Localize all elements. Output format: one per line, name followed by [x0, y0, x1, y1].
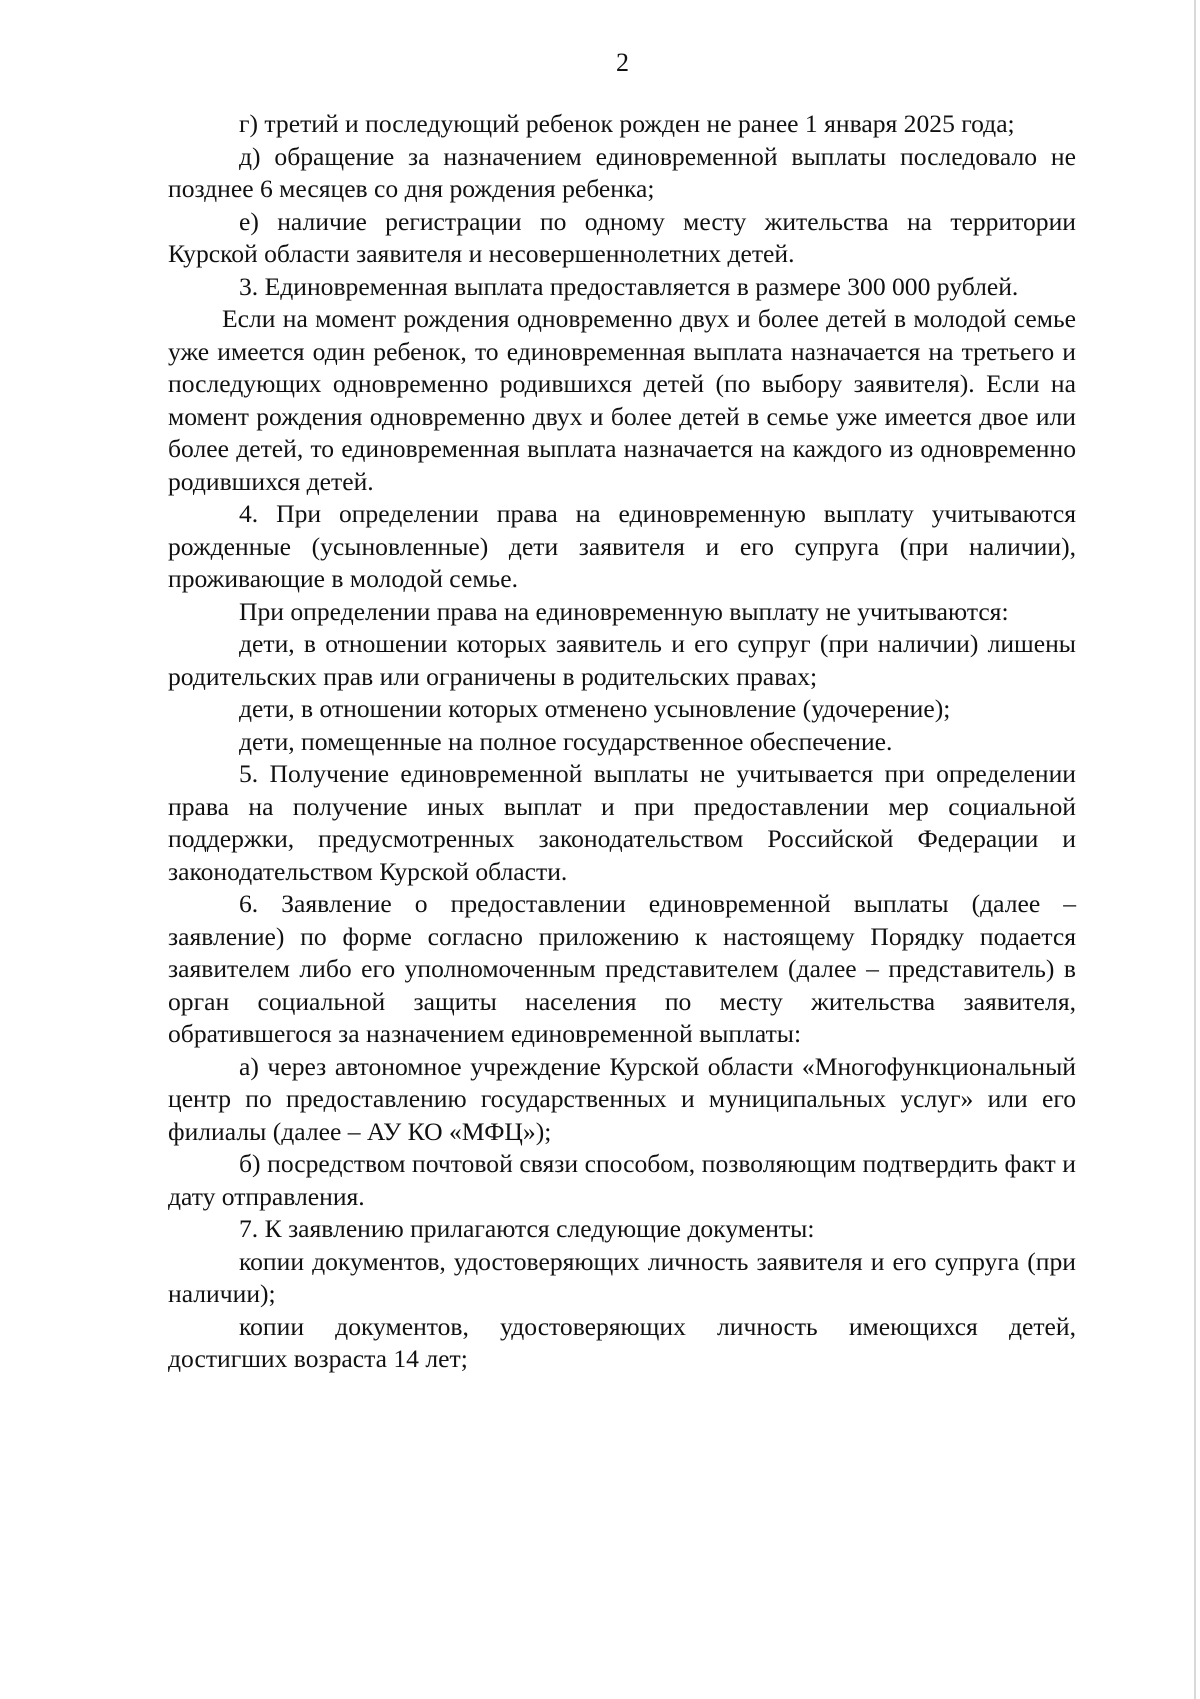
- paragraph-item-d: д) обращение за назначением единовременной выплаты последовало не позднее 6 месяцев со дня рождения ребенка;: [168, 141, 1076, 203]
- paragraph-item-b: б) посредством почтовой связи способом, позволяющим подтвердить факт и дату отправления.: [168, 1149, 1076, 1211]
- paragraph-not-counted-intro: При определении права на единовременную выплату не учитываются:: [239, 596, 1009, 626]
- paragraph-multiple-births: Если на момент рождения одновременно двух и более детей в молодой семье уже имеется один ребенок, то единовременная выплата назначается на третьего и последующих одновременно родившихся детей (по выбору заявителя). Если на момент рождения одновременно двух и более детей в семье уже имеется двое или более детей, то единовременная выплата назначается на каждого из одновременно родившихся детей.: [168, 304, 1076, 496]
- page-number: 2: [616, 48, 629, 77]
- scan-edge-line: [1194, 0, 1196, 1699]
- paragraph-docs-children: копии документов, удостоверяющих личность имеющихся детей, достигших возраста 14 лет;: [168, 1311, 1076, 1373]
- paragraph-docs-applicant: копии документов, удостоверяющих личность заявителя и его супруга (при наличии);: [168, 1246, 1076, 1308]
- paragraph-item-a: а) через автономное учреждение Курской области «Многофункциональный центр по предоставлению государственных и муниципальных услуг» или его филиалы (далее – АУ КО «МФЦ»);: [168, 1051, 1076, 1146]
- paragraph-item-g: г) третий и последующий ребенок рожден не ранее 1 января 2025 года;: [239, 109, 1015, 138]
- paragraph-item-e: е) наличие регистрации по одному месту жительства на территории Курской области заявителя и несовершеннолетних детей.: [168, 206, 1076, 268]
- paragraph-not-counted-state-care: дети, помещенные на полное государственное обеспечение.: [239, 726, 893, 756]
- paragraph-not-counted-adoption: дети, в отношении которых отменено усыновление (удочерение);: [239, 694, 951, 723]
- paragraph-clause-4: 4. При определении права на единовременную выплату учитываются рожденные (усыновленные) дети заявителя и его супруга (при наличии), проживающие в молодой семье.: [168, 499, 1076, 593]
- paragraph-clause-5: 5. Получение единовременной выплаты не учитывается при определении права на получение иных выплат и при предоставлении мер социальной поддержки, предусмотренных законодательством Российской Федерации и законодательством Курской области.: [168, 759, 1076, 886]
- paragraph-not-counted-deprived: дети, в отношении которых заявитель и его супруг (при наличии) лишены родительских прав или ограничены в родительских правах;: [168, 629, 1076, 691]
- document-body: [168, 108, 1076, 1376]
- paragraph-clause-7: 7. К заявлению прилагаются следующие документы:: [239, 1214, 815, 1243]
- paragraph-clause-6: 6. Заявление о предоставлении единовременной выплаты (далее – заявление) по форме согласно приложению к настоящему Порядку подается заявителем либо его уполномоченным представителем (далее – представитель) в орган социальной защиты населения по месту жительства заявителя, обратившегося за назначением единовременной выплаты:: [168, 889, 1076, 1048]
- paragraph-clause-3: 3. Единовременная выплата предоставляется в размере 300 000 рублей.: [239, 271, 1019, 301]
